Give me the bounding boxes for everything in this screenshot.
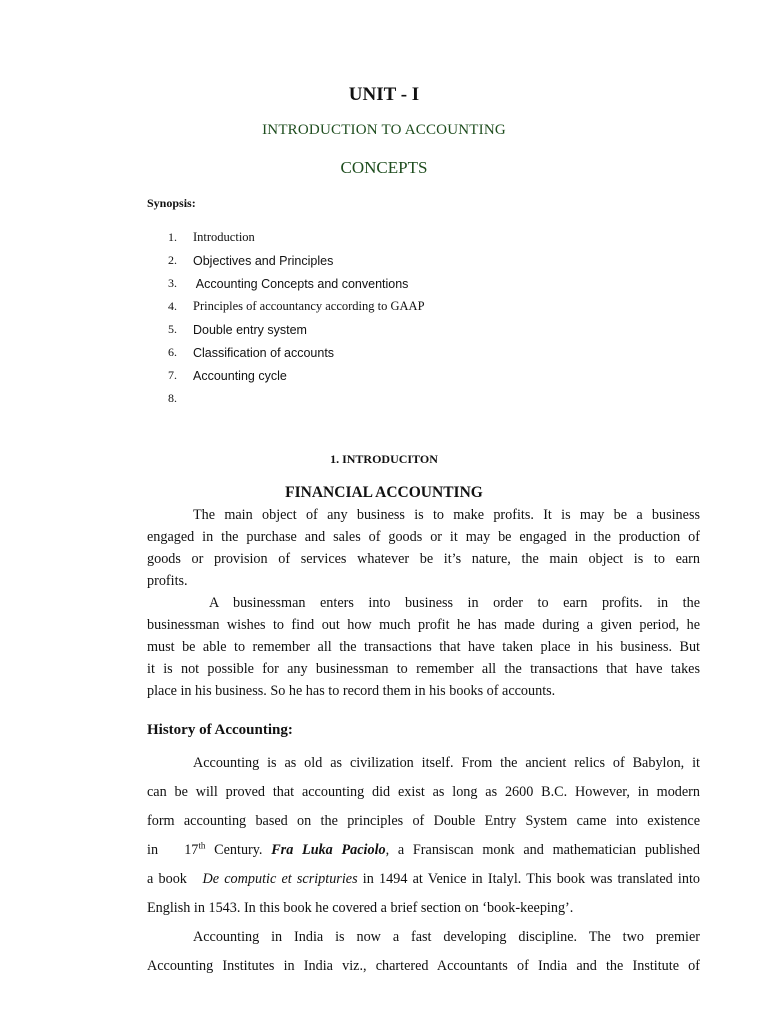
list-item-text: Classification of accounts (193, 345, 335, 360)
list-item (168, 341, 425, 364)
list-item-text: Principles of accountancy according to GAAP (193, 299, 425, 313)
paragraph-line (147, 836, 700, 865)
list-item-number: 7. (168, 368, 177, 382)
text-span: a book (147, 871, 203, 887)
book-title: De computic et scripturies (202, 871, 358, 887)
paragraph-line: A businessman enters into business in order to earn profits. in the (209, 595, 700, 611)
list-item (168, 387, 425, 410)
section-heading: 1. INTRODUCITON (330, 452, 438, 466)
list-item-number: 1. (168, 230, 177, 244)
paragraph-history (147, 749, 700, 981)
list-item (168, 295, 425, 318)
text-span: in 17 (147, 842, 199, 858)
paragraph-line: profits. (147, 573, 188, 589)
section-subheading: FINANCIAL ACCOUNTING (285, 484, 483, 501)
superscript: th (198, 840, 206, 851)
text-span: Century. (205, 842, 272, 858)
synopsis-list (168, 226, 425, 410)
chapter-title: INTRODUCTION TO ACCOUNTING (262, 122, 506, 138)
paragraph-line: goods or provision of services whatever be it’s nature, the main object is to earn (147, 551, 700, 567)
list-item-number: 2. (168, 253, 177, 267)
person-name: Fra Luka Paciolo (271, 842, 386, 858)
chapter-subtitle: CONCEPTS (340, 158, 428, 177)
paragraph-line: it is not possible for any businessman to remember all the transactions that have takes (147, 661, 700, 677)
paragraph-line: Accounting Institutes in India viz., chartered Accountants of India and the Institute of (147, 958, 700, 974)
paragraph-line: Accounting is as old as civilization itself. From the ancient relics of Babylon, it (193, 755, 700, 771)
paragraph-line: The main object of any business is to make profits. It is may be a business (193, 507, 700, 523)
list-item (168, 272, 425, 295)
paragraph-line: businessman wishes to find out how much profit he has made during a given period, he (147, 617, 700, 633)
list-item-text: Accounting Concepts and conventions (193, 276, 409, 291)
list-item (168, 364, 425, 387)
synopsis-label: Synopsis: (147, 196, 196, 210)
list-item-text: Double entry system (193, 322, 307, 337)
list-item-number: 8. (168, 391, 177, 405)
list-item (168, 318, 425, 341)
paragraph-line: engaged in the purchase and sales of goods or it may be engaged in the production of (147, 529, 700, 545)
paragraph-line: form accounting based on the principles of Double Entry System came into existence (147, 813, 700, 829)
list-item-number: 5. (168, 322, 177, 336)
paragraph-line: English in 1543. In this book he covered a brief section on ‘book-keeping’. (147, 900, 574, 916)
paragraph-objective (147, 504, 700, 592)
list-item (168, 226, 425, 249)
unit-heading: UNIT - I (348, 84, 420, 105)
list-item-number: 4. (168, 299, 177, 313)
paragraph-line: must be able to remember all the transactions that have taken place in his business. But (147, 639, 700, 655)
paragraph-line: can be will proved that accounting did exist as long as 2600 B.C. However, in modern (147, 784, 700, 800)
list-item-text: Introduction (193, 230, 255, 244)
text-span: in 1494 at Venice in Italyl. This book was translated into (357, 871, 700, 887)
list-item (168, 249, 425, 272)
paragraph-line: place in his business. So he has to record them in his books of accounts. (147, 683, 556, 699)
list-item-number: 3. (168, 276, 177, 290)
paragraph-line (147, 865, 700, 894)
list-item-text: Objectives and Principles (193, 253, 334, 268)
list-item-text: Accounting cycle (193, 368, 287, 383)
text-span: , a Fransiscan monk and mathematician published (385, 842, 700, 858)
paragraph-line: Accounting in India is now a fast developing discipline. The two premier (193, 929, 700, 945)
history-heading: History of Accounting: (147, 722, 293, 738)
paragraph-businessman (147, 592, 700, 702)
list-item-number: 6. (168, 345, 177, 359)
